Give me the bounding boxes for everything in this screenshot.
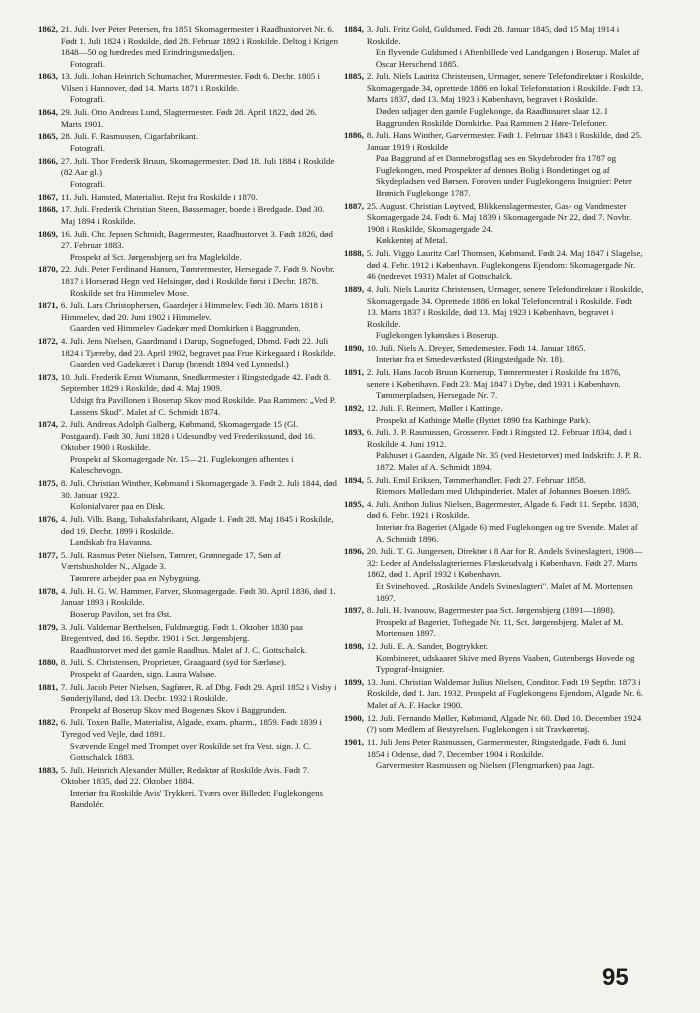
entry-year: 1897, <box>344 605 364 616</box>
entry-year: 1868, <box>38 204 58 215</box>
entry-year: 1894, <box>344 474 364 485</box>
entry-text <box>58 300 338 335</box>
entry-note: Garvermester Rasmussen og Nielsen (Flengmarken) paa Jagt. <box>375 760 595 771</box>
entry-year: 1885, <box>344 71 364 82</box>
entry-year: 1890, <box>344 342 364 353</box>
entry-text <box>58 586 338 621</box>
register-entry <box>344 284 644 342</box>
register-entry <box>344 427 644 473</box>
entry-note: Fotografi. <box>69 143 106 154</box>
entry-note: En flyvende Guldsmed i Aftenbillede ved Landgangen i Boserup. Malet af Oscar Herschend 1885. <box>375 47 640 69</box>
register-entry <box>344 367 644 402</box>
register-entry <box>38 24 338 70</box>
entry-text <box>364 737 644 772</box>
entry-year: 1899, <box>344 676 364 687</box>
entry-description: 6. Juli. J. P. Rasmussen, Grosserer. Født i Ringsted 12. Februar 1834, død i Roskilde 4. Juni 1912. <box>366 427 632 449</box>
register-entry <box>344 737 644 772</box>
entry-text <box>364 641 644 676</box>
entry-description: 11. Juli. Hansted, Materialist. Rejst fra Roskilde i 1870. <box>60 191 258 202</box>
entry-note: Kolonialvarer paa en Disk. <box>69 501 166 512</box>
entry-text <box>364 130 644 199</box>
entry-description: 5. Juli. Emil Eriksen, Tømmerhandler. Født 27. Februar 1858. <box>366 474 586 485</box>
entry-description: 7. Juli. Jacob Peter Nielsen, Sagfører, R. af Dbg. Født 29. April 1852 i Visby i Sønderjylland, død 13. Decbr. 1932 i Roskilde. <box>60 681 337 704</box>
left-column <box>38 24 338 812</box>
entry-note: Døden udjager den gamle Fuglekonge, da Raadhusuret slaar 12. I Baggrunden Roskilde Domkirke. Paa Rammen 2 Høre-Telefoner. <box>375 106 608 128</box>
entry-description: 5. Juli. Viggo Lauritz Carl Thomsen, Købmand. Født 24. Maj 1847 i Slagelse, død 4. Febr. 1912 i København. Fuglekongens Ejendom: Skomagergade Nr. 46 (nedrevet 1931) Malet af Gottschalck. <box>366 248 643 282</box>
entry-text <box>364 248 644 283</box>
entry-description: 21. Juli. Iver Peter Petersen, fra 1851 Skomagermester i Raadhustorvet Nr. 6. Født 1. Juli 1824 i Roskilde, død 28. Februar 1892 i Roskilde. Deltog i Krigen 1848—50 og hædredes med Erindringsmedaljen. <box>60 24 338 58</box>
entry-year: 1892, <box>344 403 364 413</box>
entry-note: Fotografi. <box>69 58 106 69</box>
entry-text <box>364 713 644 736</box>
entry-year: 1875, <box>38 478 58 489</box>
entry-text <box>58 622 338 657</box>
entry-text <box>364 605 644 640</box>
entry-description: 20. Juli. T. G. Jungersen, Direktør i 8 Aar for R. Andels Svineslagteri, 1908—32: Leder af Andelsslagteriernes Flæskeudvalg i København. Født 27. Marts 1862, død 1. April 1932 i København. <box>366 546 643 580</box>
entry-year: 1895, <box>344 498 364 509</box>
entry-year: 1898, <box>344 641 364 652</box>
entry-note: Fotografi. <box>69 94 106 105</box>
entry-description: 4. Juli. Jens Nielsen, Gaardmand i Darup, Sognefoged, Dbmd. Født 22. Juli 1824 i Tjæreby, død 23. April 1902, begravet paa Frue Kirkegaard i Roskilde. <box>60 336 336 358</box>
entry-year: 1888, <box>344 248 364 259</box>
entry-note: Interiør fra et Smedeværksted (Ringstedgade Nr. 18). <box>375 354 565 365</box>
register-entry <box>344 475 644 498</box>
entry-text <box>58 71 338 106</box>
entry-text <box>58 107 338 130</box>
entry-year: 1864, <box>38 107 58 118</box>
entry-text <box>58 765 338 811</box>
entry-note: Udsigt fra Pavillonen i Boserup Skov mod Roskilde. Paa Rammen: „Ved P. Lassens Skud". Malet af C. Schmidt 1874. <box>69 395 336 417</box>
register-entry <box>38 717 338 763</box>
entry-year: 1862, <box>38 24 58 34</box>
entry-text <box>58 336 338 371</box>
entry-description: 13. Juni. Christian Waldemar Julius Nielsen, Conditor. Født 19 Septbr. 1873 i Roskilde, død 1. Jan. 1932. Prospekt af Fuglekongens Ejendom, Algade Nr. 6. Malet af A. F. Hacke 1900. <box>366 676 644 710</box>
entry-description: 4. Juli. Niels Lauritz Christensen, Urmager, senere Telefondirektør i Roskilde, Skomagergade 34. Oprettede 1886 en lokal Telefoncentral i Roskilde. Født 13. Marts 1837 i Roskilde, død 13. Maj 1923 i København, begravet i Roskilde. <box>366 283 644 329</box>
entry-text <box>58 550 338 585</box>
entry-text <box>364 475 644 498</box>
entry-text <box>58 514 338 549</box>
entry-year: 1883, <box>38 764 58 775</box>
entry-text <box>364 499 644 545</box>
register-entry <box>38 131 338 154</box>
entry-note: Riemors Mølledam med Uldspinderiet. Malet af Johannes Boesen 1895. <box>375 486 632 497</box>
register-entry <box>38 372 338 418</box>
entry-text <box>58 204 338 227</box>
entry-year: 1889, <box>344 283 364 294</box>
entry-text <box>58 717 338 763</box>
entry-year: 1891, <box>344 367 364 378</box>
entry-text <box>58 419 338 477</box>
register-entry <box>38 156 338 191</box>
entry-description: 5. Juli. Heinrich Alexander Müller, Redaktør af Roskilde Avis. Født 7. Oktober 1835, død 22. Oktober 1884. <box>60 764 310 787</box>
entry-description: 25. August. Christian Løytved, Blikkenslagermester, Gas- og Vandmester Skomagergade 24. Født 6. Maj 1839 i Skomagergade Nr 22, død 7. Novbr. 1908 i Roskilde, Skomagergade 24. <box>366 200 632 234</box>
entry-text <box>58 229 338 264</box>
register-entry <box>38 586 338 621</box>
entry-description: 2. Juli. Hans Jacob Bruun Kornerup, Tømrermester i Roskilde fra 1876, senere i København. Født 23. Maj 1847 i Dybe, død 1931 i København. <box>366 367 621 389</box>
entry-year: 1865, <box>38 131 58 142</box>
entry-year: 1876, <box>38 514 58 525</box>
entry-note: Prospekt af Gaarden, sign. Laura Walsøe. <box>69 668 217 679</box>
entry-description: 11. Juli Jens Peter Rasmussen, Garmermester, Ringstedgade. Født 6. Juni 1854 i Odense, død 7. December 1904 i Roskilde. <box>366 737 627 759</box>
entry-year: 1874, <box>38 419 58 430</box>
entry-description: 8. Juli. S. Christensen, Proprietær, Graagaard (syd for Særløse). <box>60 657 287 668</box>
register-entry <box>38 336 338 371</box>
register-entry <box>38 682 338 717</box>
entry-text <box>58 192 338 204</box>
entry-year: 1873, <box>38 371 58 382</box>
register-entry <box>344 713 644 736</box>
register-entry <box>38 419 338 477</box>
entry-text <box>364 546 644 604</box>
entry-text <box>58 478 338 513</box>
entry-note: Tømrere arbejder paa en Nybygning. <box>69 572 201 583</box>
entry-note: Gaarden ved Gadekæret i Darup (brændt 1894 ved Lynnedsl.) <box>69 359 289 370</box>
register-entry <box>344 71 644 129</box>
entry-description: 2. Juli. Niels Lauritz Christensen, Urmager, senere Telefondirektør i Roskilde, Skomagergade 34, oprettede 1886 en lokal Telefonstation i Roskilde. Født 13. Marts 1837, død 13. Maj 1923 i København, begravet i Roskilde. <box>366 71 644 105</box>
entry-description: 8. Juli. Christian Winther, Købmand i Skomagergade 3. Født 2. Juli 1844, død 30. Januar 1922. <box>60 478 337 500</box>
entry-year: 1893, <box>344 427 364 438</box>
register-entry <box>344 201 644 247</box>
entry-note: Fotografi. <box>69 178 106 189</box>
entry-text <box>364 343 644 366</box>
entry-description: 3. Juli. Fritz Gold, Guldsmed. Født 28. Januar 1845, død 15 Maj 1914 i Roskilde. <box>366 24 620 46</box>
entry-description: 27. Juli. Thor Frederik Bruun, Skomagermester. Død 18. Juli 1884 i Roskilde (82 Aar gl.) <box>60 155 335 178</box>
entry-text <box>364 24 644 70</box>
entry-description: 28. Juli. F. Rasmussen, Cigarfabrikant. <box>60 131 199 142</box>
register-entry <box>344 24 644 70</box>
entry-year: 1887, <box>344 200 364 211</box>
entry-year: 1863, <box>38 71 58 82</box>
entry-description: 6. Juli. Lars Christophersen, Gaardejer i Himmelev. Født 30. Marts 1818 i Himmelev, død 20. Juni 1902 i Himmelev. <box>60 300 323 322</box>
entry-note: Prospekt af Skomagergade Nr. 15—21. Fuglekongen afhentes i Kaleschevogn. <box>69 453 294 476</box>
register-entry <box>38 514 338 549</box>
entry-description: 5. Juli. Rasmus Peter Nielsen, Tømrer, Grønnegade 17, Søn af Værtshusholder N., Algade 3. <box>60 549 281 572</box>
entry-description: 4. Juli. Anthon Julius Nielsen, Bagermester, Algade 6. Født 11. Septbr. 1838, død 6. Febr. 1921 i Roskilde. <box>366 498 639 521</box>
entry-note: Gaarden ved Himmelev Gadekær med Domkirken i Baggrunden. <box>69 323 301 334</box>
entry-description: 4. Juli. H. G. W. Hammer, Farver, Skomagergade. Født 30. April 1836, død 1. Januar 1893 i Roskilde. <box>60 585 336 608</box>
entry-year: 1881, <box>38 681 58 692</box>
register-entry <box>344 546 644 604</box>
entry-note: Pakhuset i Gaarden, Algade Nr. 35 (ved Hestetorvet) med Indskrift: J. P. R. 1872. Malet af A. Schmidt 1894. <box>375 450 642 472</box>
entry-description: 8. Juli. Hans Winther, Garvermester. Født 1. Februar 1843 i Roskilde, død 25. Januar 1919 i Roskilde <box>366 130 642 152</box>
entry-description: 16. Juli. Chr. Jepsen Schmidt, Bagermester, Raadhustorvet 3. Født 1826, død 27. Februar 1883. <box>60 228 333 251</box>
entry-text <box>58 657 338 680</box>
entry-year: 1878, <box>38 585 58 596</box>
entry-description: 10. Juli. Frederik Ernst Wismann, Snedkermester i Ringstedgade 42. Født 8. September 1829 i Roskilde, død 4. Maj 1909. <box>60 371 331 394</box>
page-number: 95 <box>602 964 629 991</box>
entry-note: Svævende Engel med Trompet over Roskilde set fra Vest. sign. J. C. Gottschalck 1883. <box>69 740 312 763</box>
entry-note: Et Svinehoved. „Roskilde Andels Svineslagteri". Malet af M. Mortensen 1897. <box>375 580 633 603</box>
entry-note: Interiør fra Roskilde Avis' Trykkeri. Tværs over Billedet: Fuglekongens Bandolér. <box>69 787 323 810</box>
register-entry <box>344 641 644 676</box>
right-column <box>344 24 644 773</box>
entry-text <box>364 403 644 426</box>
entry-description: 17. Juli. Frederik Christian Steen, Bøssemager, boede i Bredgade. Død 30. Maj 1894 i Roskilde. <box>60 204 325 226</box>
register-entry <box>38 765 338 811</box>
entry-year: 1896, <box>344 546 364 557</box>
entry-description: 2. Juli. Andreas Adolph Galberg, Købmand, Skomagergade 15 (Gl. Postgaard). Født 30. Juni 1828 i Udesundby ved Frederikssund, død 16. Oktober 1900 i Roskilde. <box>60 419 315 453</box>
entry-text <box>58 24 338 70</box>
entry-description: 12. Juli. F. Reimert, Møller i Kattinge. <box>366 403 503 413</box>
entry-note: Boserup Pavilon, set fra Øst. <box>69 608 172 619</box>
entry-description: 10. Juli. Niels A. Dreyer, Smedemester. Født 14. Januar 1865. <box>366 342 586 353</box>
register-entry <box>344 130 644 199</box>
entry-description: 13. Juli. Johan Heinrich Schumacher, Murermester. Født 6. Decbr. 1805 i Vilsen i Hannover, død 14. Marts 1871 i Roskilde. <box>60 71 320 93</box>
entry-text <box>364 367 644 402</box>
register-entry <box>38 300 338 335</box>
entry-note: Kombineret, udskaaret Skive med Byens Vaaben, Gutenbergs Hovede og Typograf-Insignier. <box>375 652 635 675</box>
entry-text <box>364 427 644 473</box>
entry-description: 6. Juli. Toxen Balle, Materialist, Algade, exam. pharm., 1859. Født 1839 i Tyregod ved Vejle, død 1891. <box>60 717 322 740</box>
register-entry <box>38 478 338 513</box>
entry-year: 1886, <box>344 130 364 141</box>
entry-note: Prospekt af Sct. Jørgensbjerg set fra Maglekilde. <box>69 251 242 262</box>
register-entry <box>38 264 338 299</box>
entry-text <box>58 131 338 154</box>
entry-text <box>58 682 338 717</box>
register-entry <box>344 605 644 640</box>
entry-year: 1880, <box>38 657 58 668</box>
entry-note: Tømmerpladsen, Hersegade Nr. 7. <box>375 390 498 401</box>
entry-note: Raadhustorvet med det gamle Raadhus. Malet af J. C. Gottschalck. <box>69 644 307 655</box>
entry-year: 1867, <box>38 191 58 202</box>
entry-year: 1882, <box>38 717 58 728</box>
entry-text <box>364 71 644 129</box>
register-entry <box>344 403 644 426</box>
register-entry <box>344 677 644 712</box>
entry-description: 4. Juli. Vilh. Bang, Tobaksfabrikant, Algade 1. Født 28. Maj 1845 i Roskilde, død 19. Decbr. 1899 i Roskilde. <box>60 514 334 536</box>
entry-note: Interiør fra Bageriet (Algade 6) med Fuglekongen og tre Svende. Malet af A. Schmidt 1896. <box>375 522 638 544</box>
entry-note: Prospekt af Bageriet, Toftegade Nr. 11, Sct. Jørgensbjerg. Malet af M. Mortensen 1897. <box>375 616 624 639</box>
entry-note: Roskilde set fra Himmelev Mose. <box>69 287 190 298</box>
register-entry <box>38 622 338 657</box>
register-entry <box>38 192 338 204</box>
entry-description: 8. Juli. H. Ivanouw, Bagermester paa Sct. Jørgensbjerg (1891—1898). <box>366 605 616 616</box>
entry-year: 1872, <box>38 336 58 347</box>
entry-text <box>364 284 644 342</box>
entry-description: 22. Juli. Peter Ferdinand Hansen, Tømrermester, Hersegade 7. Født 9. Novbr. 1817 i Horserød Hegn ved Helsingør, død i Roskilde først i Decbr. 1878. <box>60 264 335 286</box>
entry-note: Paa Baggrund af et Dannebrogsflag ses en Skydebroder fra 1787 og Fuglekongen, med Prospekter af dennes Bolig i Bondetinget og af Skydepladsen ved Børsen. Foroven under Fuglekongens Insignier: Peter Brønich Fuglekonge 1787. <box>375 153 632 199</box>
entry-description: 3. Juli. Valdemar Berthelsen, Fuldmægtig. Født 1. Oktober 1830 paa Bregentved, død 16. Septbr. 1901 i Sct. Jørgensbjerg. <box>60 621 303 644</box>
entry-description: 12. Juli. E. A. Sander, Bogtrykker. <box>366 641 489 652</box>
entry-note: Køkkentøj af Metal. <box>375 235 448 246</box>
register-entry <box>38 550 338 585</box>
entry-year: 1900, <box>344 712 364 723</box>
entry-year: 1871, <box>38 300 58 311</box>
entry-year: 1866, <box>38 155 58 166</box>
entry-text <box>58 156 338 191</box>
entry-note: Prospekt af Boserup Skov med Bogenæs Skov i Baggrunden. <box>69 704 287 715</box>
register-entry <box>38 71 338 106</box>
register-entry <box>344 499 644 545</box>
register-entry <box>344 343 644 366</box>
entry-description: 12. Juli. Fernando Møller, Købmand, Algade Nr. 60. Død 10. December 1924 (?) som Medlem af Bestyrelsen. Fuglekongen i sit Travkøretøj. <box>366 712 642 735</box>
entry-year: 1901, <box>344 737 364 747</box>
entry-description: 29. Juli. Otto Andreas Lund, Slagtermester. Født 28. April 1822, død 26. Marts 1901. <box>60 107 317 129</box>
register-entry <box>344 248 644 283</box>
entry-note: Fuglekongen lykønskes i Boserup. <box>375 330 499 341</box>
entry-text <box>364 201 644 247</box>
register-entry <box>38 107 338 130</box>
entry-note: Landskab fra Havanna. <box>69 537 153 548</box>
register-entry <box>38 657 338 680</box>
entry-text <box>58 372 338 418</box>
entry-year: 1879, <box>38 621 58 632</box>
entry-text <box>364 677 644 712</box>
entry-year: 1884, <box>344 24 364 34</box>
register-entry <box>38 204 338 227</box>
entry-note: Prospekt af Kathinge Mølle (flyttet 1890 fra Kathinge Park). <box>375 414 591 425</box>
entry-year: 1877, <box>38 549 58 560</box>
register-entry <box>38 229 338 264</box>
entry-year: 1870, <box>38 264 58 275</box>
entry-text <box>58 264 338 299</box>
entry-year: 1869, <box>38 228 58 239</box>
